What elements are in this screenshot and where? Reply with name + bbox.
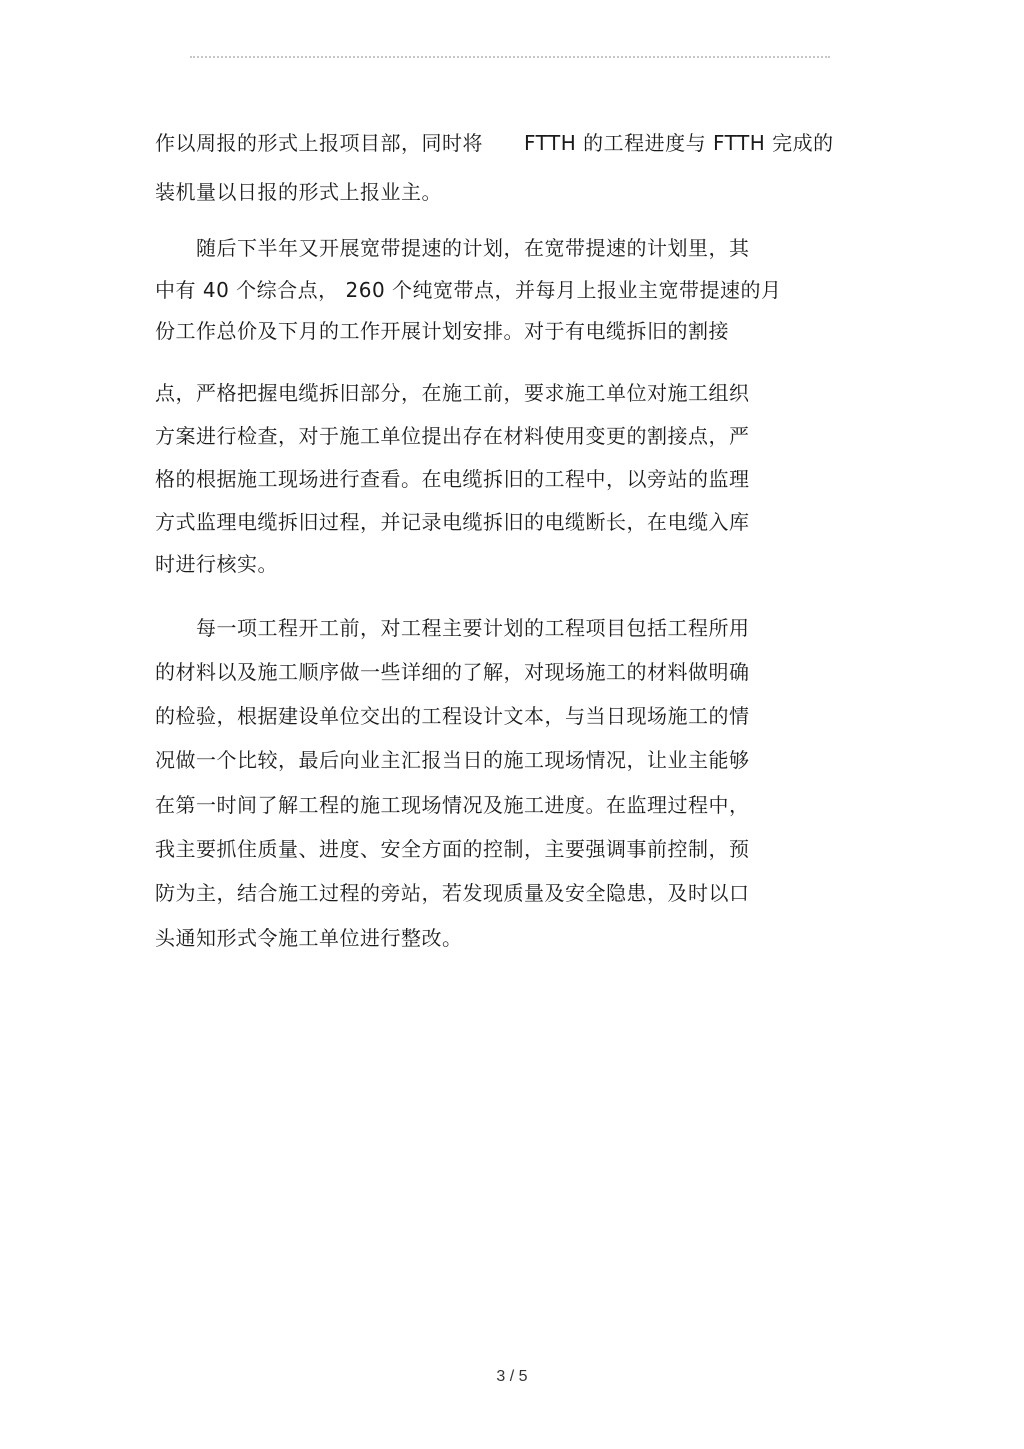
text-line: 格的根据施工现场进行查看。在电缆拆旧的工程中，以旁站的监理 bbox=[155, 467, 750, 491]
text-line: 的检验，根据建设单位交出的工程设计文本，与当日现场施工的情 bbox=[155, 704, 750, 728]
text-line: 的材料以及施工顺序做一些详细的了解，对现场施工的材料做明确 bbox=[155, 660, 750, 684]
text-line: 方式监理电缆拆旧过程，并记录电缆拆旧的电缆断长，在电缆入库 bbox=[155, 510, 750, 534]
text-line: 时进行核实。 bbox=[155, 552, 278, 576]
text-line: 方案进行检查，对于施工单位提出存在材料使用变更的割接点，严 bbox=[155, 424, 750, 448]
text-line: 随后下半年又开展宽带提速的计划，在宽带提速的计划里，其 bbox=[155, 236, 750, 260]
header-rule bbox=[190, 56, 830, 58]
text-line: 况做一个比较，最后向业主汇报当日的施工现场情况，让业主能够 bbox=[155, 748, 750, 772]
text-line: 在第一时间了解工程的施工现场情况及施工进度。在监理过程中， bbox=[155, 793, 750, 817]
text-line: 份工作总价及下月的工作开展计划安排。对于有电缆拆旧的割接 bbox=[155, 319, 729, 343]
text-line: 装机量以日报的形式上报业主。 bbox=[155, 180, 442, 204]
text-line: 防为主，结合施工过程的旁站，若发现质量及安全隐患，及时以口 bbox=[155, 881, 750, 905]
text-line: 中有 40 个综合点， 260 个纯宽带点，并每月上报业主宽带提速的月 bbox=[155, 278, 782, 302]
text-line: 我主要抓住质量、进度、安全方面的控制，主要强调事前控制，预 bbox=[155, 837, 750, 861]
page-number: 3 / 5 bbox=[496, 1368, 528, 1385]
text-line: 头通知形式令施工单位进行整改。 bbox=[155, 926, 463, 950]
text-line: 点，严格把握电缆拆旧部分，在施工前，要求施工单位对施工组织 bbox=[155, 381, 750, 405]
text-line: 作以周报的形式上报项目部，同时将 FTTH 的工程进度与 FTTH 完成的 bbox=[155, 131, 834, 155]
text-line: 每一项工程开工前，对工程主要计划的工程项目包括工程所用 bbox=[155, 616, 750, 640]
